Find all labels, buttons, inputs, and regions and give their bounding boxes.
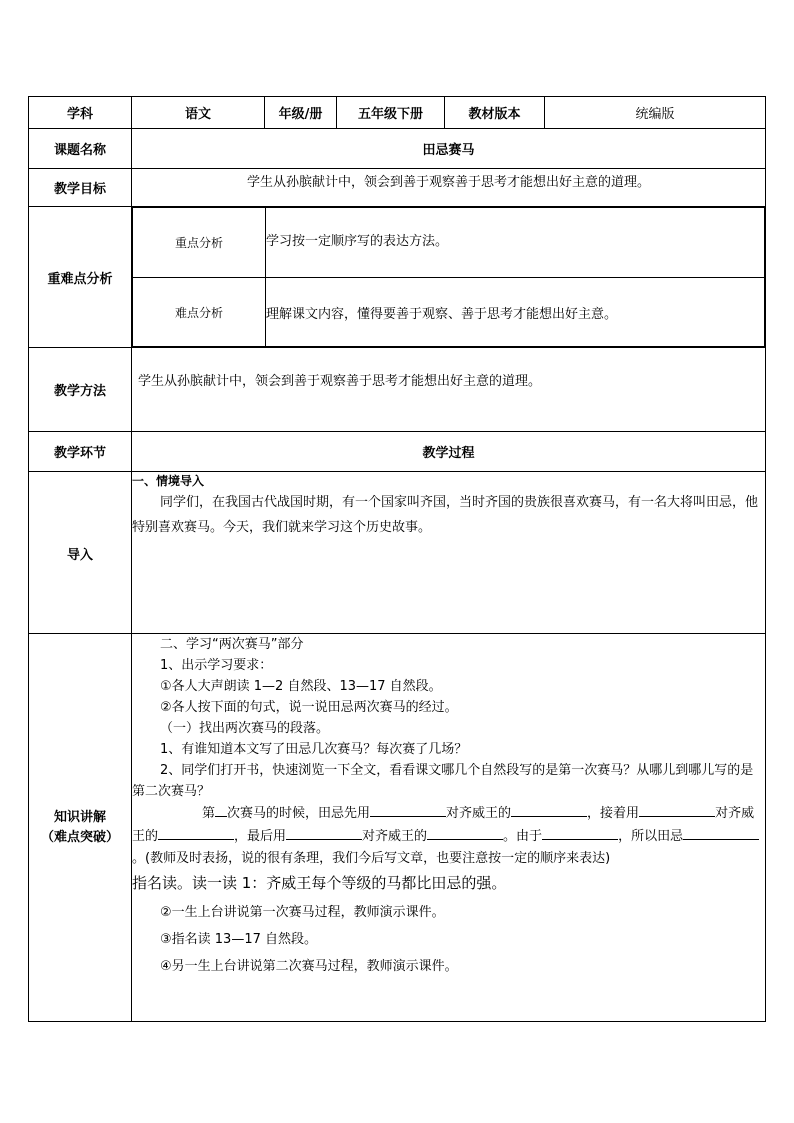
knowledge-line-2: 1、出示学习要求： — [160, 658, 273, 673]
grade-value: 五年级下册 — [337, 97, 445, 129]
grade-label: 年级/册 — [265, 97, 337, 129]
key-point-label: 重点分析 — [133, 208, 266, 278]
edition-label: 教材版本 — [445, 97, 545, 129]
header-row — [29, 97, 766, 129]
blank — [542, 825, 618, 840]
process-step-label: 教学环节 — [29, 432, 132, 472]
knowledge-label-line1: 知识讲解 — [53, 809, 106, 825]
difficulty-label: 重难点分析 — [29, 207, 132, 348]
method-row — [29, 348, 766, 432]
intro-heading: 一、情境导入 — [132, 474, 205, 488]
knowledge-line-10: ③指名读 13—17 自然段。 — [160, 932, 318, 947]
edition-value: 统编版 — [545, 97, 766, 129]
lesson-title: 田忌赛马 — [132, 129, 766, 169]
knowledge-line-8: 指名读。读一读 1：齐威王每个等级的马都比田忌的强。 — [132, 874, 507, 892]
key-point-text: 学习按一定顺序写的表达方法。 — [266, 208, 765, 278]
subject-value: 语文 — [132, 97, 265, 129]
knowledge-label-line2: （难点突破） — [40, 829, 119, 845]
blank — [511, 802, 587, 817]
knowledge-line-6: 1、有谁知道本文写了田忌几次赛马？每次赛了几场？ — [160, 742, 468, 757]
process-title: 教学过程 — [132, 432, 766, 472]
method-label: 教学方法 — [29, 348, 132, 432]
knowledge-line-1: 二、学习“两次赛马”部分 — [160, 637, 304, 652]
blank — [158, 825, 234, 840]
intro-row — [29, 472, 766, 634]
knowledge-content — [132, 634, 766, 1022]
knowledge-line-3: ①各人大声朗读 1—2 自然段、13—17 自然段。 — [160, 679, 442, 694]
knowledge-line-5: （一）找出两次赛马的段落。 — [160, 721, 330, 736]
process-header-row — [29, 432, 766, 472]
blank — [370, 802, 446, 817]
knowledge-label — [29, 634, 132, 1022]
subject-label: 学科 — [29, 97, 132, 129]
hard-point-label: 难点分析 — [133, 278, 266, 347]
intro-content — [132, 472, 766, 634]
blank — [683, 825, 759, 840]
difficulty-row — [29, 207, 766, 348]
knowledge-row — [29, 634, 766, 1022]
blank — [427, 825, 503, 840]
knowledge-line-11: ④另一生上台讲说第二次赛马过程，教师演示课件。 — [160, 959, 458, 974]
knowledge-line-4: ②各人按下面的句式，说一说田忌两次赛马的经过。 — [160, 700, 458, 715]
lesson-plan-table — [28, 96, 766, 1022]
intro-text: 同学们，在我国古代战国时期，有一个国家叫齐国，当时齐国的贵族很喜欢赛马，有一名大将叫田忌，他特别喜欢赛马。今天，我们就来学习这个历史故事。 — [132, 495, 759, 535]
knowledge-line-9: ②一生上台讲说第一次赛马过程，教师演示课件。 — [160, 905, 445, 920]
hard-point-text: 理解课文内容，懂得要善于观察、善于思考才能想出好主意。 — [266, 278, 765, 347]
blank — [286, 825, 362, 840]
difficulty-subtable — [132, 207, 765, 347]
lesson-title-label: 课题名称 — [29, 129, 132, 169]
goal-row — [29, 169, 766, 207]
goal-text: 学生从孙膑献计中，领会到善于观察善于思考才能想出好主意的道理。 — [132, 169, 766, 207]
goal-label: 教学目标 — [29, 169, 132, 207]
knowledge-line-7: 2、同学们打开书，快速浏览一下全文，看看课文哪几个自然段写的是第一次赛马？从哪儿到哪儿写的是第二次赛马？ — [132, 763, 754, 799]
method-text: 学生从孙膑献计中，领会到善于观察善于思考才能想出好主意的道理。 — [132, 348, 766, 432]
lesson-title-row — [29, 129, 766, 169]
fill-in-sentence: 第 次赛马的时候，田忌先用 对齐威王的 ，接着用 对齐威王的 ，最后用 对齐威王的 。由于 ，所以田忌。(教师及时表扬，说的很有条理，我们今后写文章，也要注意按一定的顺序来表达) — [132, 802, 765, 870]
intro-label: 导入 — [29, 472, 132, 634]
blank — [639, 802, 715, 817]
blank — [215, 802, 227, 817]
